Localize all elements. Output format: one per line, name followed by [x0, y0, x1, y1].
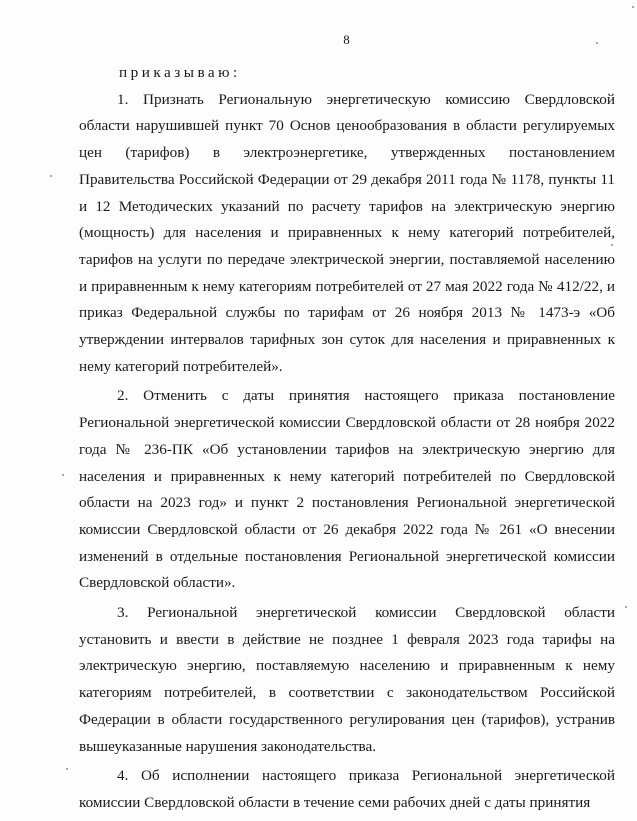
- document-body: [79, 60, 615, 817]
- paragraph-1: 1. Признать Региональную энергетическую комиссию Свердловской области нарушившей пункт 70 Основ ценообразования в области регулируемых цен (тарифов) в электроэнергетике, утвержденных постановлением Правительства Российской Федерации от 29 декабря 2011 года № 1178, пункты 11 и 12 Методических указаний по расчету тарифов на электрическую энергию (мощность) для населения и приравненных к нему категорий потребителей, тарифов на услуги по передаче электрической энергии, поставляемой населению и приравненным к нему категориям потребителей от 27 мая 2022 года № 412/22, и приказ Федеральной службы по тарифам от 26 ноября 2013 № 1473-э «Об утверждении интервалов тарифных зон суток для населения и приравненных к нему категорий потребителей».: [79, 90, 615, 375]
- scan-speck: [66, 768, 68, 770]
- scan-speck: [611, 244, 613, 246]
- paragraph-3: 3. Региональной энергетической комиссии Свердловской области установить и ввести в действие не позднее 1 февраля 2023 года тарифы на электрическую энергию, поставляемую населению и приравненным к нему категориям потребителей, в соответствии с законодательством Российской Федерации в области государственного регулирования цен (тарифов), устранив вышеуказанные нарушения законодательства.: [79, 604, 615, 755]
- scan-speck: [62, 474, 64, 476]
- scan-speck: [632, 6, 634, 8]
- order-lead-word: приказываю:: [119, 64, 241, 81]
- scan-speck: [596, 42, 598, 44]
- page-number: 8: [343, 32, 350, 47]
- paragraph-2: 2. Отменить с даты принятия настоящего приказа постановление Региональной энергетической комиссии Свердловской области от 28 ноября 2022 года № 236-ПК «Об установлении тарифов на электрическую энергию для населения и приравненных к нему категорий потребителей по Свердловской области на 2023 год» и пункт 2 постановления Региональной энергетической комиссии Свердловской области от 26 декабря 2022 года № 261 «О внесении изменений в отдельные постановления Региональной энергетической комиссии Свердловской области».: [79, 387, 615, 592]
- paragraph-4: 4. Об исполнении настоящего приказа Региональной энергетической комиссии Свердловской области в течение семи рабочих дней с даты принятия: [79, 767, 615, 811]
- scan-speck: [625, 606, 627, 608]
- scan-speck: [50, 175, 52, 177]
